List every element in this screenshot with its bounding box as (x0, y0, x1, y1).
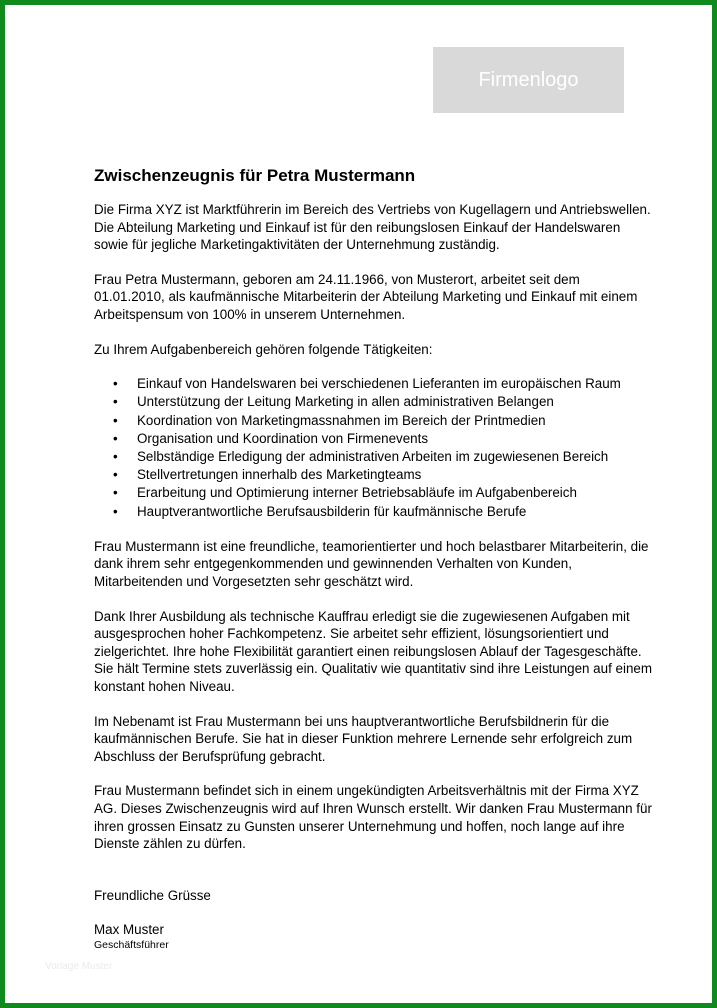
paragraph-side-role: Im Nebenamt ist Frau Mustermann bei uns hauptverantwortliche Berufsbildnerin für die kaufmännischen Berufe. Sie hat in dieser Funktion mehrere Lernende sehr erfolgreich zum Abschluss der Berufsprüfung gebracht. (94, 713, 633, 764)
list-item: • Stellvertretungen innerhalb des Marketingteams (137, 466, 654, 484)
paragraph-personality: Frau Mustermann ist eine freundliche, teamorientierter und hoch belastbarer Mitarbeiterin, die dank ihrem sehr entgegenkommenden und gewinnenden Verhalten von Kunden, Mitarbeitenden und Vorgesetzten sehr geschätzt wird. (94, 538, 649, 589)
list-item: • Koordination von Marketingmassnahmen im Bereich der Printmedien (137, 412, 654, 430)
list-item: • Unterstützung der Leitung Marketing in allen administrativen Belangen (137, 393, 654, 411)
paragraph-conclusion: Frau Mustermann befindet sich in einem ungekündigten Arbeitsverhältnis mit der Firma XYZ AG. Dieses Zwischenzeugnis wird auf Ihren Wunsch erstellt. Wir danken Frau Mustermann für ihren grossen Einsatz zu Gunsten unserer Unternehmung und hoffen, noch lange auf ihre Dienste zählen zu dürfen. (94, 783, 652, 852)
list-item: • Einkauf von Handelswaren bei verschiedenen Lieferanten im europäischen Raum (137, 375, 654, 393)
list-item: • Hauptverantwortliche Berufsausbilderin für kaufmännische Berufe (137, 503, 654, 521)
signer-name: Max Muster (94, 922, 164, 938)
list-item: • Organisation und Koordination von Firmenevents (137, 430, 654, 448)
paragraph-competence: Dank Ihrer Ausbildung als technische Kauffrau erledigt sie die zugewiesenen Aufgaben mit ausgesprochen hoher Fachkompetenz. Sie arbeitet sehr effizient, lösungsorientiert und zielgerichtet. Ihre hohe Flexibilität garantiert einen reibungslosen Ablauf der Tagesgeschäfte. Sie hält Termine stets zuverlässig ein. Qualitativ wie quantitativ sind ihre Leistungen auf einem konstant hohen Niveau. (94, 608, 652, 694)
document-body (94, 165, 654, 952)
logo-text: Firmenlogo (478, 68, 579, 91)
company-logo-placeholder (433, 47, 624, 113)
paragraph-employee-info: Frau Petra Mustermann, geboren am 24.11.1966, von Musterort, arbeitet seit dem 01.01.2010, als kaufmännische Mitarbeiterin der Abteilung Marketing und Einkauf mit einem Arbeitspensum von 100% in unserem Unternehmen. (94, 271, 638, 322)
task-list (94, 375, 654, 521)
list-item: • Erarbeitung und Optimierung interner Betriebsabläufe im Aufgabenbereich (137, 484, 654, 502)
paragraph-tasks-intro: Zu Ihrem Aufgabenbereich gehören folgende Tätigkeiten: (94, 341, 433, 357)
document-title: Zwischenzeugnis für Petra Mustermann (94, 166, 416, 185)
signer-role: Geschäftsführer (94, 938, 169, 951)
paragraph-company-intro: Die Firma XYZ ist Marktführerin im Bereich des Vertriebs von Kugellagern und Antriebswellen. Die Abteilung Marketing und Einkauf ist für den reibungslosen Einkauf der Handelswaren sowie für jegliche Marketingaktivitäten der Unternehmung zuständig. (94, 202, 651, 253)
list-item: • Selbständige Erledigung der administrativen Arbeiten im zugewiesenen Bereich (137, 448, 654, 466)
watermark: Vorlage Muster (45, 961, 113, 972)
closing-greeting: Freundliche Grüsse (94, 887, 211, 903)
